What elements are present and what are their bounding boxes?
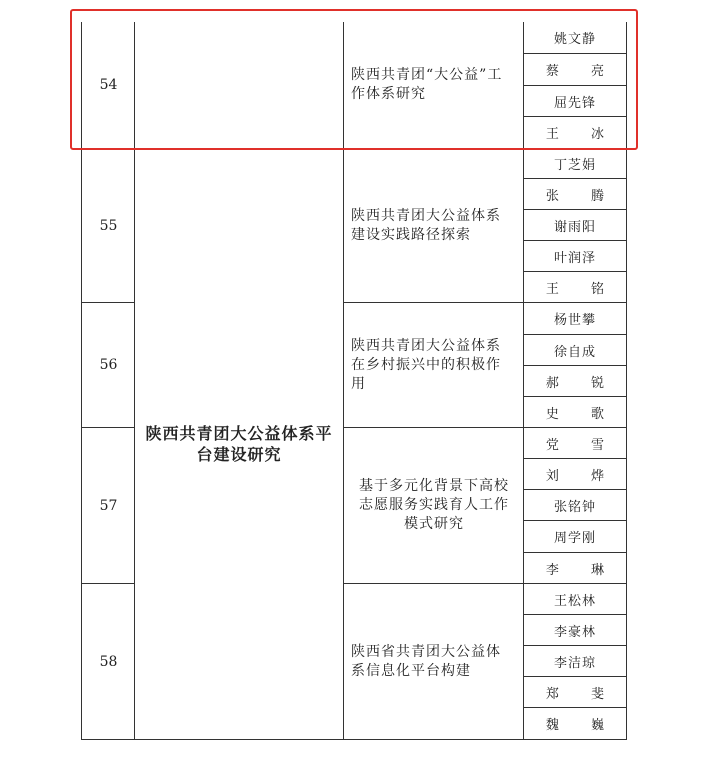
member-name: 刘 烨: [545, 468, 619, 484]
member-name: 郑 斐: [545, 686, 619, 702]
member-name: 史 歌: [545, 406, 619, 422]
member-name: 张铭钟: [553, 499, 596, 515]
subtopic-text: 陕西共青团大公益体系建设实践路径探索: [351, 207, 501, 243]
member-name: 李洁琼: [553, 655, 596, 671]
member-name: 谢雨阳: [553, 219, 596, 235]
member-name: 杨世攀: [553, 313, 596, 328]
member-name: 姚文静: [553, 32, 596, 47]
member-name: 周学刚: [553, 531, 596, 546]
project-number: 55: [99, 217, 118, 234]
member-name: 丁芝娟: [553, 158, 596, 173]
highlight-box: [70, 9, 638, 150]
member-name: 王 冰: [545, 127, 619, 142]
subtopic-cell: [344, 149, 524, 302]
subtopic-text: 陕西省共青团大公益体系信息化平台构建: [351, 643, 501, 679]
project-number: 58: [99, 653, 118, 670]
member-name: 叶润泽: [553, 250, 596, 266]
subtopic-text: 陕西共青团“大公益”工作体系研究: [351, 67, 503, 102]
member-name: 张 腾: [545, 188, 619, 204]
member-name: 魏 巍: [545, 718, 619, 733]
subtopic-cell: [344, 303, 524, 427]
member-name: 徐自成: [553, 344, 596, 360]
member-name: 蔡 亮: [545, 64, 619, 79]
member-name: 郝 锐: [545, 375, 619, 391]
project-number: 54: [99, 77, 118, 93]
member-name: 王松林: [553, 593, 596, 609]
member-name: 党 雪: [545, 437, 619, 453]
member-name: 李 琳: [545, 562, 619, 578]
member-name: 王 铭: [545, 281, 619, 297]
subtopic-text: 基于多元化背景下高校志愿服务实践育人工作模式研究: [359, 478, 509, 532]
project-number: 57: [99, 497, 118, 514]
subtopic-cell: [344, 584, 524, 739]
main-topic-text: 陕西共青团大公益体系平台建设研究: [145, 424, 333, 464]
member-name: 李豪林: [553, 624, 596, 640]
main-topic-cell: [135, 149, 343, 739]
project-number: 56: [99, 357, 118, 373]
subtopic-text: 陕西共青团大公益体系在乡村振兴中的积极作用: [351, 337, 501, 392]
subtopic-cell: [344, 428, 524, 583]
member-name: 屈先锋: [553, 95, 596, 111]
